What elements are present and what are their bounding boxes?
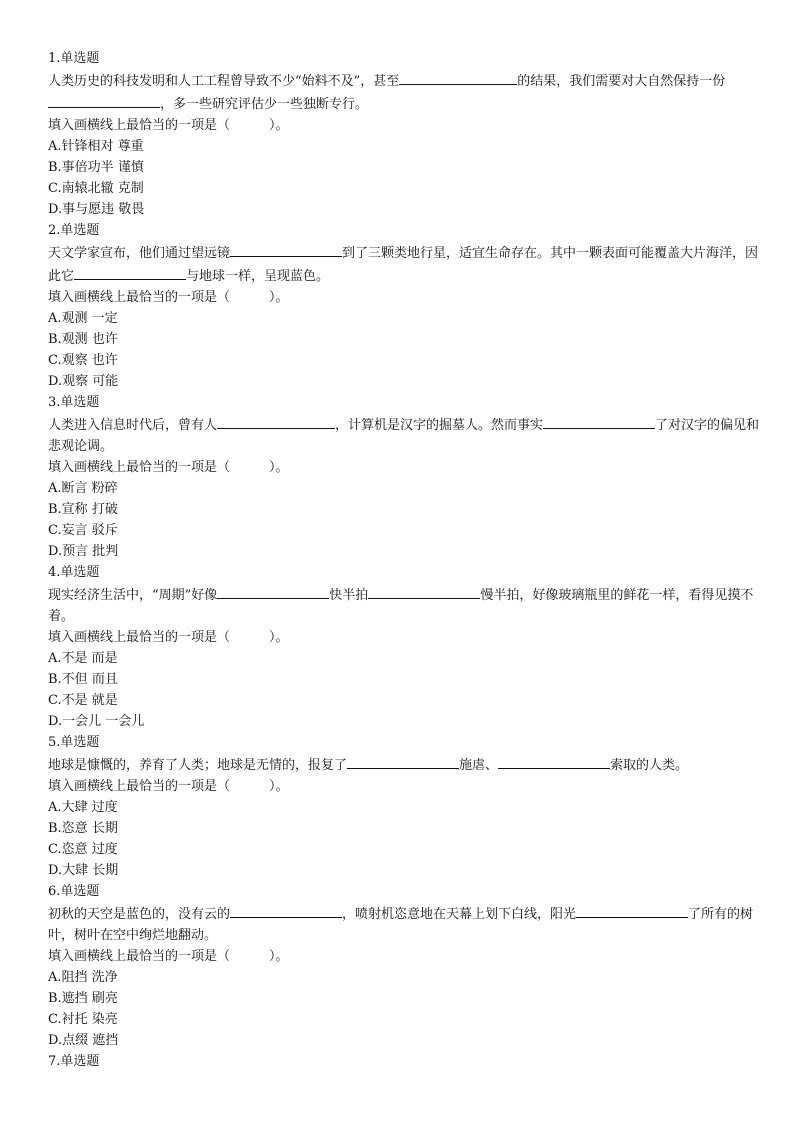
question-instruction: 填入画横线上最恰当的一项是（ ）。 bbox=[48, 630, 289, 645]
option-b[interactable]: B.宣称 打破 bbox=[48, 502, 118, 517]
question-7 bbox=[48, 1051, 760, 1072]
question-document bbox=[48, 48, 760, 1072]
option-b[interactable]: B.观测 也许 bbox=[48, 332, 118, 347]
option-c[interactable]: C.妄言 驳斥 bbox=[48, 523, 118, 538]
question-1 bbox=[48, 48, 760, 220]
question-6 bbox=[48, 881, 760, 1051]
question-type-label: 3.单选题 bbox=[48, 395, 100, 410]
option-a[interactable]: A.针锋相对 尊重 bbox=[48, 139, 144, 154]
option-c[interactable]: C.恣意 过度 bbox=[48, 842, 118, 857]
answer-blank bbox=[347, 753, 459, 769]
option-b[interactable]: B.不但 而且 bbox=[48, 672, 118, 687]
answer-blank bbox=[217, 413, 335, 429]
question-type-label: 4.单选题 bbox=[48, 565, 100, 580]
option-d[interactable]: D.一会儿 一会儿 bbox=[48, 714, 145, 729]
option-a[interactable]: A.断言 粉碎 bbox=[48, 481, 118, 496]
question-type-label: 1.单选题 bbox=[48, 51, 100, 66]
question-stem: 初秋的天空是蓝色的，没有云的 ，喷射机恣意地在天幕上划下白线，阳光 了所有的树叶，树叶在空中绚烂地翻动。 bbox=[48, 902, 760, 946]
question-instruction: 填入画横线上最恰当的一项是（ ）。 bbox=[48, 290, 289, 305]
question-2 bbox=[48, 220, 760, 392]
option-a[interactable]: A.观测 一定 bbox=[48, 311, 118, 326]
option-d[interactable]: D.事与愿违 敬畏 bbox=[48, 202, 145, 217]
answer-blank bbox=[48, 92, 160, 108]
question-type-label: 2.单选题 bbox=[48, 223, 100, 238]
option-c[interactable]: C.不是 就是 bbox=[48, 693, 118, 708]
answer-blank bbox=[74, 264, 186, 280]
answer-blank bbox=[576, 902, 688, 918]
option-d[interactable]: D.点缀 遮挡 bbox=[48, 1033, 119, 1048]
option-b[interactable]: B.事倍功半 谨慎 bbox=[48, 160, 144, 175]
answer-blank bbox=[230, 902, 342, 918]
question-type-label: 5.单选题 bbox=[48, 735, 100, 750]
option-c[interactable]: C.衬托 染亮 bbox=[48, 1012, 118, 1027]
option-d[interactable]: D.预言 批判 bbox=[48, 544, 119, 559]
option-c[interactable]: C.南辕北辙 克制 bbox=[48, 181, 144, 196]
question-stem: 人类进入信息时代后，曾有人 ，计算机是汉字的掘墓人。然而事实 了对汉字的偏见和悲观论调。 bbox=[48, 413, 760, 457]
answer-blank bbox=[399, 69, 517, 85]
question-instruction: 填入画横线上最恰当的一项是（ ）。 bbox=[48, 118, 289, 133]
question-3 bbox=[48, 392, 760, 562]
question-stem: 现实经济生活中，“周期”好像 快半拍 慢半拍，好像玻璃瓶里的鲜花一样，看得见摸不着。 bbox=[48, 583, 760, 627]
question-type-label: 6.单选题 bbox=[48, 884, 100, 899]
question-5 bbox=[48, 732, 760, 881]
question-4 bbox=[48, 562, 760, 732]
option-b[interactable]: B.遮挡 刷亮 bbox=[48, 991, 118, 1006]
question-instruction: 填入画横线上最恰当的一项是（ ）。 bbox=[48, 460, 289, 475]
option-b[interactable]: B.恣意 长期 bbox=[48, 821, 118, 836]
option-d[interactable]: D.观察 可能 bbox=[48, 374, 119, 389]
question-stem: 人类历史的科技发明和人工工程曾导致不少“始料不及”，甚至 的结果，我们需要对大自然保持一份，多一些研究评估少一些独断专行。 bbox=[48, 69, 760, 115]
option-c[interactable]: C.观察 也许 bbox=[48, 353, 118, 368]
option-a[interactable]: A.阻挡 洗净 bbox=[48, 970, 118, 985]
question-type-label: 7.单选题 bbox=[48, 1054, 100, 1069]
answer-blank bbox=[230, 241, 342, 257]
question-stem: 地球是慷慨的，养育了人类；地球是无情的，报复了 施虐、 索取的人类。 bbox=[48, 753, 760, 776]
option-a[interactable]: A.不是 而是 bbox=[48, 651, 118, 666]
question-instruction: 填入画横线上最恰当的一项是（ ）。 bbox=[48, 949, 289, 964]
option-a[interactable]: A.大肆 过度 bbox=[48, 800, 118, 815]
question-instruction: 填入画横线上最恰当的一项是（ ）。 bbox=[48, 779, 289, 794]
question-stem: 天文学家宣布，他们通过望远镜 到了三颗类地行星，适宜生命存在。其中一颗表面可能覆盖大片海洋，因此它 与地球一样，呈现蓝色。 bbox=[48, 241, 760, 287]
answer-blank bbox=[543, 413, 655, 429]
answer-blank bbox=[368, 583, 480, 599]
answer-blank bbox=[498, 753, 610, 769]
option-d[interactable]: D.大肆 长期 bbox=[48, 863, 119, 878]
answer-blank bbox=[217, 583, 329, 599]
